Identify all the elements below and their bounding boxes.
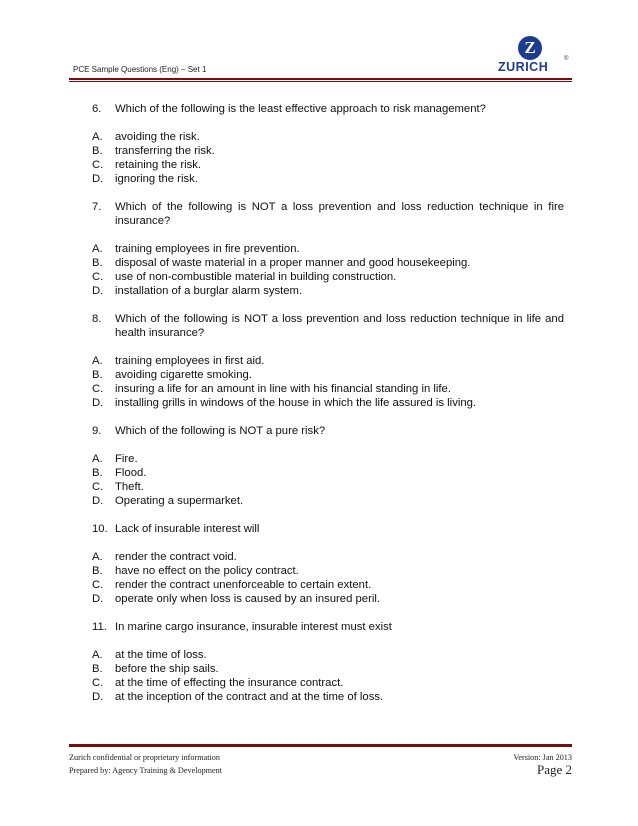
answer-option <box>92 592 564 606</box>
question <box>92 102 564 116</box>
question-text: Which of the following is NOT a loss prevention and loss reduction technique in life and health insurance? <box>115 313 564 339</box>
question-text: Lack of insurable interest will <box>115 523 260 535</box>
confidential-notice: Zurich confidential or proprietary information <box>69 753 220 762</box>
option-text: insuring a life for an amount in line with his financial standing in life. <box>115 383 451 395</box>
option-text: transferring the risk. <box>115 145 215 157</box>
answer-option <box>92 382 564 396</box>
option-letter: A. <box>92 649 103 661</box>
question-number: 9. <box>92 425 102 437</box>
answer-option <box>92 158 564 172</box>
option-text: installation of a burglar alarm system. <box>115 285 303 297</box>
option-letter: A. <box>92 453 103 465</box>
option-text: retaining the risk. <box>115 159 202 171</box>
option-letter: D. <box>92 285 104 297</box>
option-text: have no effect on the policy contract. <box>115 565 299 577</box>
option-letter: A. <box>92 355 103 367</box>
prepared-by: Prepared by: Agency Training & Development <box>69 766 223 775</box>
answer-option <box>92 452 564 466</box>
option-text: before the ship sails. <box>115 663 219 675</box>
option-letter: C. <box>92 481 104 493</box>
question-text: Which of the following is NOT a loss prevention and loss reduction technique in fire insurance? <box>115 201 564 227</box>
option-text: render the contract void. <box>115 551 237 563</box>
answer-options <box>92 242 564 298</box>
answer-option <box>92 578 564 592</box>
version-label: Version: Jan 2013 <box>513 753 572 762</box>
option-text: Flood. <box>115 467 147 479</box>
question <box>92 424 564 438</box>
answer-option <box>92 494 564 508</box>
answer-option <box>92 354 564 368</box>
answer-option <box>92 242 564 256</box>
question-number: 7. <box>92 201 102 213</box>
option-text: render the contract unenforceable to certain extent. <box>115 579 372 591</box>
header-divider-thin <box>69 81 572 82</box>
option-letter: D. <box>92 691 104 703</box>
option-letter: D. <box>92 397 104 409</box>
answer-option <box>92 396 564 410</box>
answer-option <box>92 270 564 284</box>
question-text: Which of the following is the least effective approach to risk management? <box>115 103 486 115</box>
option-text: use of non-combustible material in building construction. <box>115 271 397 283</box>
option-letter: B. <box>92 369 103 381</box>
answer-option <box>92 480 564 494</box>
option-letter: C. <box>92 159 104 171</box>
option-letter: B. <box>92 257 103 269</box>
answer-option <box>92 662 564 676</box>
answer-options <box>92 550 564 606</box>
answer-option <box>92 648 564 662</box>
question <box>92 522 564 536</box>
question <box>92 200 564 228</box>
answer-option <box>92 368 564 382</box>
option-letter: C. <box>92 579 104 591</box>
option-text: avoiding the risk. <box>115 131 200 143</box>
option-letter: B. <box>92 467 103 479</box>
answer-option <box>92 466 564 480</box>
option-letter: D. <box>92 593 104 605</box>
answer-option <box>92 676 564 690</box>
option-text: avoiding cigarette smoking. <box>115 369 252 381</box>
option-letter: C. <box>92 677 104 689</box>
answer-option <box>92 690 564 704</box>
registered-mark: ® <box>564 56 569 62</box>
question <box>92 620 564 634</box>
option-text: ignoring the risk. <box>115 173 198 185</box>
option-text: Fire. <box>115 453 138 465</box>
question-number: 8. <box>92 313 102 325</box>
option-text: installing grills in windows of the house in which the life assured is living. <box>115 397 477 409</box>
option-letter: D. <box>92 495 104 507</box>
answer-options <box>92 648 564 704</box>
option-letter: D. <box>92 173 104 185</box>
option-text: disposal of waste material in a proper manner and good housekeeping. <box>115 257 471 269</box>
option-letter: A. <box>92 131 103 143</box>
option-text: operate only when loss is caused by an insured peril. <box>115 593 381 605</box>
option-text: at the time of loss. <box>115 649 207 661</box>
answer-options <box>92 452 564 508</box>
zurich-logo <box>498 36 570 76</box>
footer-divider <box>69 744 572 747</box>
answer-option <box>92 144 564 158</box>
answer-option <box>92 284 564 298</box>
header-divider <box>69 78 572 80</box>
question-number: 11. <box>92 621 107 633</box>
question-list <box>92 102 564 718</box>
option-text: at the inception of the contract and at the time of loss. <box>115 691 384 703</box>
option-text: training employees in fire prevention. <box>115 243 300 255</box>
question-text: In marine cargo insurance, insurable interest must exist <box>115 621 392 633</box>
answer-options <box>92 130 564 186</box>
option-letter: C. <box>92 271 104 283</box>
answer-option <box>92 550 564 564</box>
answer-options <box>92 354 564 410</box>
zurich-wordmark: ZURICH <box>498 60 549 74</box>
option-text: Operating a supermarket. <box>115 495 244 507</box>
question-number: 6. <box>92 103 102 115</box>
option-text: Theft. <box>115 481 144 493</box>
answer-option <box>92 256 564 270</box>
answer-option <box>92 564 564 578</box>
option-letter: B. <box>92 565 103 577</box>
option-text: at the time of effecting the insurance contract. <box>115 677 344 689</box>
answer-option <box>92 130 564 144</box>
option-letter: B. <box>92 663 103 675</box>
option-letter: A. <box>92 551 103 563</box>
answer-option <box>92 172 564 186</box>
question <box>92 312 564 340</box>
option-letter: C. <box>92 383 104 395</box>
option-letter: A. <box>92 243 103 255</box>
question-text: Which of the following is NOT a pure risk? <box>115 425 326 437</box>
question-number: 10. <box>92 523 108 535</box>
option-text: training employees in first aid. <box>115 355 265 367</box>
page-number: Page 2 <box>536 762 572 777</box>
option-letter: B. <box>92 145 103 157</box>
document-title: PCE Sample Questions (Eng) – Set 1 <box>73 65 207 74</box>
zurich-logo-icon: Z <box>518 36 542 60</box>
